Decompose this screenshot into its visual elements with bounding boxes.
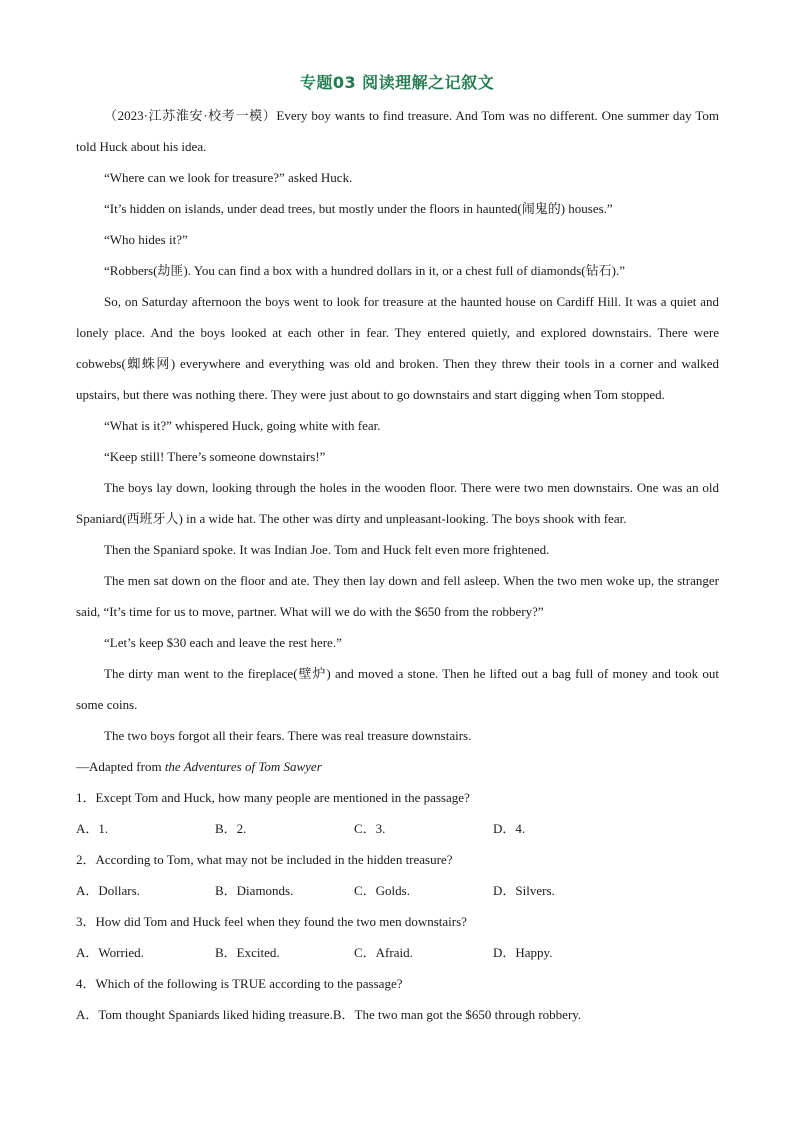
passage-paragraph: The men sat down on the floor and ate. They then lay down and fell asleep. When the two men woke up, the stranger said, “It’s time for us to move, partner. What will we do with the $650 from the robbery?” <box>76 573 719 619</box>
option-c[interactable]: C．3. <box>354 821 386 836</box>
passage-intro: （2023·江苏淮安·校考一模）Every boy wants to find treasure. And Tom was no different. One summer day Tom told Huck about his idea. <box>76 108 719 154</box>
option-b[interactable]: B．Excited. <box>215 945 280 960</box>
option-b[interactable]: B．Diamonds. <box>215 883 294 898</box>
option-b[interactable]: B．2. <box>215 821 247 836</box>
question-1 <box>76 782 719 844</box>
source-prefix: —Adapted from <box>76 759 165 774</box>
option-c[interactable]: C．Afraid. <box>354 945 413 960</box>
question-4 <box>76 968 719 1030</box>
dialogue-line: “Robbers(劫匪). You can find a box with a hundred dollars in it, or a chest full of diamonds(钻石).” <box>104 263 625 278</box>
question-stem: 3．How did Tom and Huck feel when they found the two men downstairs? <box>76 914 467 929</box>
dialogue-line: “Keep still! There’s someone downstairs!” <box>104 449 326 464</box>
option-d[interactable]: D．4. <box>493 821 526 836</box>
passage-paragraph: The boys lay down, looking through the holes in the wooden floor. There were two men downstairs. One was an old Spaniard(西班牙人) in a wide hat. The other was dirty and unpleasant-looking. The boys shook with fear. <box>76 480 719 526</box>
option-a[interactable]: A．1. <box>76 821 109 836</box>
passage-line: The two boys forgot all their fears. There was real treasure downstairs. <box>104 728 472 743</box>
question-options <box>76 813 719 844</box>
page-title: 专题03 阅读理解之记叙文 <box>299 73 495 92</box>
source-title: the Adventures of Tom Sawyer <box>164 759 322 774</box>
option-a[interactable]: A．Tom thought Spaniards liked hiding treasure. <box>76 1007 333 1022</box>
dialogue-line: “Who hides it?” <box>104 232 188 247</box>
source-credit <box>76 751 719 782</box>
question-stem: 4．Which of the following is TRUE according to the passage? <box>76 976 403 991</box>
passage <box>76 100 719 1030</box>
question-stem: 1．Except Tom and Huck, how many people are mentioned in the passage? <box>76 790 470 805</box>
dialogue-line: “Let’s keep $30 each and leave the rest here.” <box>104 635 342 650</box>
option-b[interactable]: B．The two man got the $650 through robbery. <box>332 1007 582 1022</box>
question-2 <box>76 844 719 906</box>
option-d[interactable]: D．Happy. <box>493 945 553 960</box>
option-c[interactable]: C．Golds. <box>354 883 410 898</box>
dialogue-line: “Where can we look for treasure?” asked Huck. <box>104 170 353 185</box>
question-stem: 2．According to Tom, what may not be included in the hidden treasure? <box>76 852 453 867</box>
option-a[interactable]: A．Dollars. <box>76 883 140 898</box>
question-options <box>76 875 719 906</box>
dialogue-line: “It’s hidden on islands, under dead trees, but mostly under the floors in haunted(闹鬼的) houses.” <box>104 201 613 216</box>
passage-line: Then the Spaniard spoke. It was Indian Joe. Tom and Huck felt even more frightened. <box>104 542 550 557</box>
question-options <box>76 999 719 1030</box>
dialogue-line: “What is it?” whispered Huck, going white with fear. <box>104 418 381 433</box>
passage-paragraph: The dirty man went to the fireplace(壁炉) and moved a stone. Then he lifted out a bag full of money and took out some coins. <box>76 666 719 712</box>
question-options <box>76 937 719 968</box>
option-a[interactable]: A．Worried. <box>76 945 144 960</box>
option-d[interactable]: D．Silvers. <box>493 883 555 898</box>
passage-paragraph: So, on Saturday afternoon the boys went to look for treasure at the haunted house on Cardiff Hill. It was a quiet and lonely place. And the boys looked at each other in fear. They entered quietly, and explored downstairs. There were cobwebs(蜘蛛网) everywhere and everything was old and broken. Then they threw their tools in a corner and walked upstairs, but there was nothing there. They were just about to go downstairs and start digging when Tom stopped. <box>76 294 719 402</box>
question-3 <box>76 906 719 968</box>
